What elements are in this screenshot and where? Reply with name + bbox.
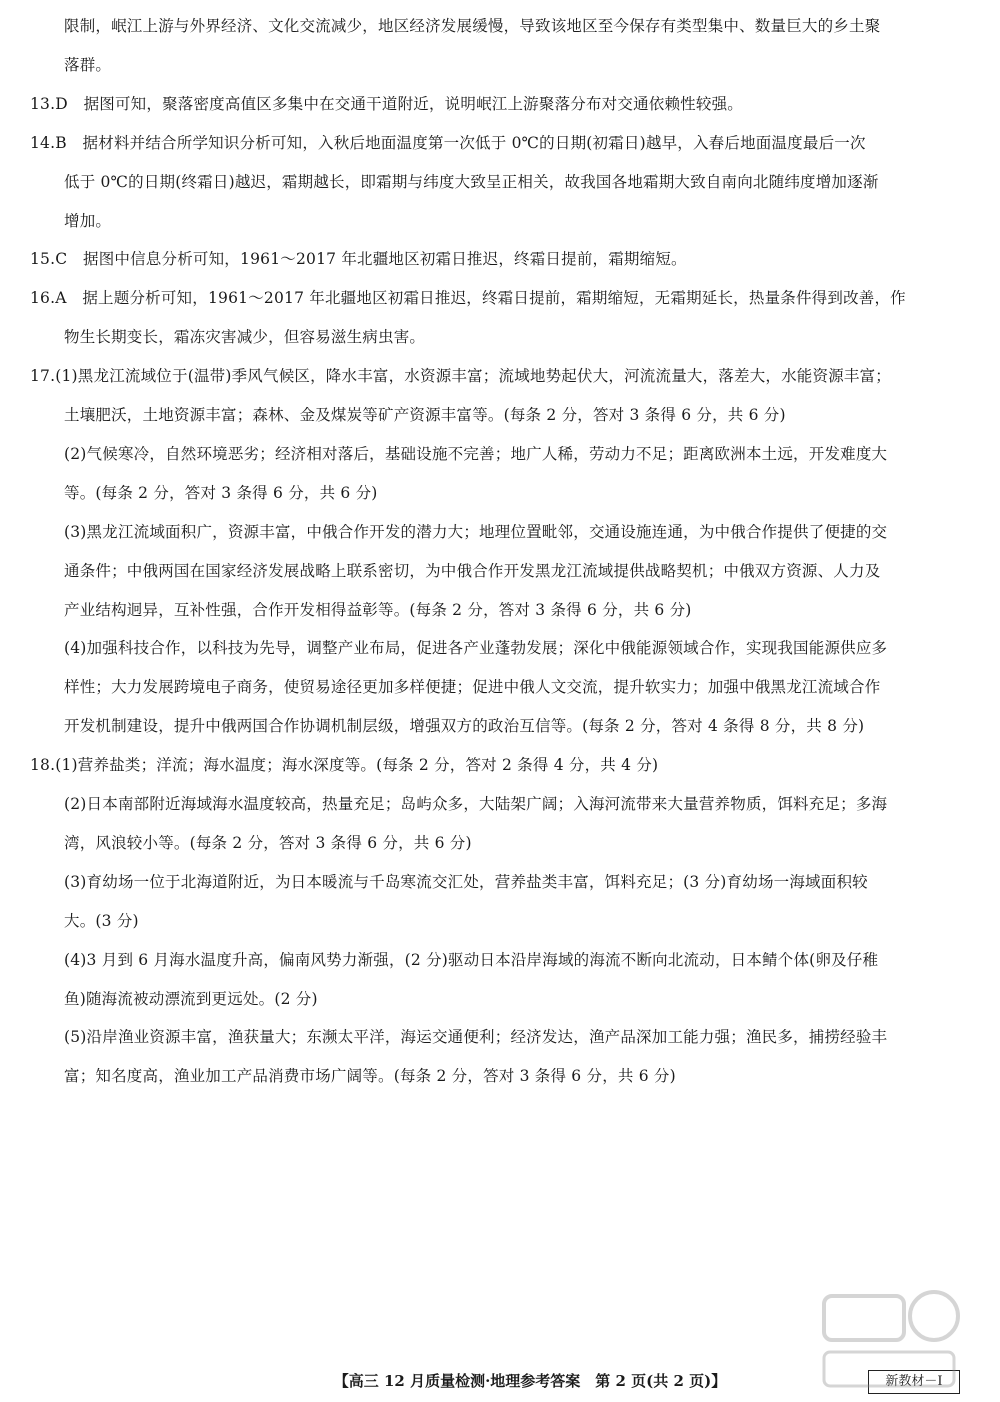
answer-line: (4)3 月到 6 月海水温度升高，偏南风势力渐强，(2 分)驱动日本沿岸海域的海流不断向北流动，日本鲭个体(卵及仔稚 [64,950,879,969]
answer-line: 增加。 [64,211,112,230]
answer-line: (5)沿岸渔业资源丰富，渔获量大；东濒太平洋，海运交通便利；经济发达，渔产品深加工能力强；渔民多，捕捞经验丰 [64,1028,888,1047]
answer-line: 样性；大力发展跨境电子商务，使贸易途径更加多样便捷；促进中俄人文交流，提升软实力；加强中俄黑龙江流域合作 [64,678,881,697]
answer-line: 开发机制建设，提升中俄两国合作协调机制层级，增强双方的政治互信等。(每条 2 分，答对 4 条得 8 分，共 8 分) [64,717,865,736]
answer-line: 大。(3 分) [64,911,139,930]
edition-badge: 新教材－Ⅰ [868,1370,960,1394]
answer-line: (3)育幼场一位于北海道附近，为日本暖流与千岛寒流交汇处，营养盐类丰富，饵料充足；(3 分)育幼场一海域面积较 [64,872,868,891]
answer-line: 通条件；中俄两国在国家经济发展战略上联系密切，为中俄合作开发黑龙江流域提供战略契机；中俄双方资源、人力及 [64,561,881,580]
answer-line: 13.D 据图可知，聚落密度高值区多集中在交通干道附近，说明岷江上游聚落分布对交通依赖性较强。 [30,94,743,113]
answer-line: (4)加强科技合作，以科技为先导，调整产业布局，促进各产业蓬勃发展；深化中俄能源领域合作，实现我国能源供应多 [64,639,888,658]
answer-line: 土壤肥沃，土地资源丰富；森林、金及煤炭等矿产资源丰富等。(每条 2 分，答对 3 条得 6 分，共 6 分) [64,406,786,424]
answer-line: (2)气候寒冷，自然环境恶劣；经济相对落后，基础设施不完善；地广人稀，劳动力不足；距离欧洲本土远，开发难度大 [64,444,888,463]
answer-line: 产业结构迥异，互补性强，合作开发相得益彰等。(每条 2 分，答对 3 条得 6 分，共 6 分) [64,600,692,619]
answer-line: 15.C 据图中信息分析可知，1961～2017 年北疆地区初霜日推迟，终霜日提前，霜期缩短。 [30,250,687,269]
answer-line: 落群。 [64,55,112,74]
answer-line: 14.B 据材料并结合所学知识分析可知，入秋后地面温度第一次低于 0℃的日期(初霜日)越早，入春后地面温度最后一次 [30,133,866,152]
answer-line: (2)日本南部附近海域海水温度较高，热量充足；岛屿众多，大陆架广阔；入海河流带来大量营养物质，饵料充足；多海 [64,795,888,813]
answer-line: 物生长期变长，霜冻灾害减少，但容易滋生病虫害。 [64,328,426,347]
answer-line: 湾，风浪较小等。(每条 2 分，答对 3 条得 6 分，共 6 分) [64,833,472,852]
answer-line: 18.(1)营养盐类；洋流；海水温度；海水深度等。(每条 2 分，答对 2 条得 4 分，共 4 分) [30,756,659,775]
footer-text: 【高三 12 月质量检测·地理参考答案 第 2 页(共 2 页)】 [333,1372,727,1390]
answer-line: (3)黑龙江流域面积广，资源丰富，中俄合作开发的潜力大；地理位置毗邻，交通设施连通，为中俄合作提供了便捷的交 [64,522,888,541]
answer-line: 富；知名度高，渔业加工产品消费市场广阔等。(每条 2 分，答对 3 条得 6 分，共 6 分) [64,1067,676,1086]
answer-line: 17.(1)黑龙江流域位于(温带)季风气候区，降水丰富，水资源丰富；流域地势起伏大，河流流量大，落差大，水能资源丰富； [30,367,892,386]
answer-line: 限制，岷江上游与外界经济、文化交流减少，地区经济发展缓慢，导致该地区至今保存有类型集中、数量巨大的乡土聚 [64,17,881,35]
watermark-logo-icon [814,1286,964,1396]
answer-line: 等。(每条 2 分，答对 3 条得 6 分，共 6 分) [64,483,378,502]
answer-line: 16.A 据上题分析可知，1961～2017 年北疆地区初霜日推迟，终霜日提前，霜期缩短，无霜期延长，热量条件得到改善，作 [30,289,906,308]
answer-line: 低于 0℃的日期(终霜日)越迟，霜期越长，即霜期与纬度大致呈正相关，故我国各地霜期大致自南向北随纬度增加逐渐 [64,172,879,191]
answer-line: 鱼)随海流被动漂流到更远处。(2 分) [64,989,318,1008]
